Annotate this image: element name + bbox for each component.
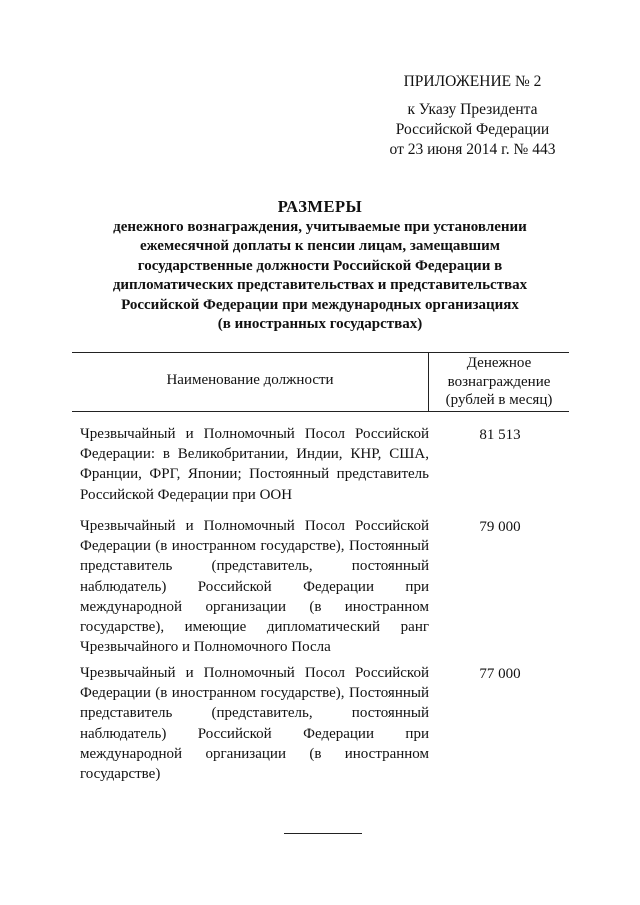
row-amount: 81 513 <box>479 427 521 443</box>
document-title: РАЗМЕРЫ <box>277 197 363 216</box>
table-header-amount: Денежное вознаграждение (рублей в месяц) <box>445 355 553 408</box>
table-row <box>80 516 429 657</box>
document-subtitle: денежного вознаграждения, учитываемые при установлении ежемесячной доплаты к пенсии лицам, замещавшим государственные должности Российской Федерации в дипломатических представительствах и представительствах Российской Федерации при международных организациях (в иностранных государствах) <box>112 219 528 333</box>
appendix-block <box>360 72 585 160</box>
row-amount: 77 000 <box>479 666 521 682</box>
table-header-position: Наименование должности <box>166 372 334 388</box>
document-heading <box>60 196 580 334</box>
table-row <box>80 424 429 505</box>
appendix-ref-line3: от 23 июня 2014 г. № 443 <box>389 141 556 158</box>
row-position: Чрезвычайный и Полномочный Посол Российской Федерации (в иностранном государстве), Постоянный представитель (представитель, постоянный наблюдатель) Российской Федерации при международной организации (в иностранном государстве), имеющие дипломатический ранг Чрезвычайного и Полномочного Посла <box>80 518 429 656</box>
table-header-bottom-rule <box>72 411 569 412</box>
row-position: Чрезвычайный и Полномочный Посол Российской Федерации: в Великобритании, Индии, КНР, США, Франции, ФРГ, Японии; Постоянный представитель Российской Федерации при ООН <box>80 426 429 503</box>
table-row <box>80 663 429 784</box>
appendix-ref-line1: к Указу Президента <box>407 101 538 118</box>
appendix-title: ПРИЛОЖЕНИЕ № 2 <box>403 73 542 90</box>
appendix-ref-line2: Российской Федерации <box>395 121 550 138</box>
table-top-rule <box>72 352 569 353</box>
row-position: Чрезвычайный и Полномочный Посол Российской Федерации (в иностранном государстве), Постоянный представитель (представитель, постоянный наблюдатель) Российской Федерации при международной организации (в иностранном государстве) <box>80 665 429 783</box>
row-amount: 79 000 <box>479 519 521 535</box>
footer-rule <box>284 833 362 834</box>
